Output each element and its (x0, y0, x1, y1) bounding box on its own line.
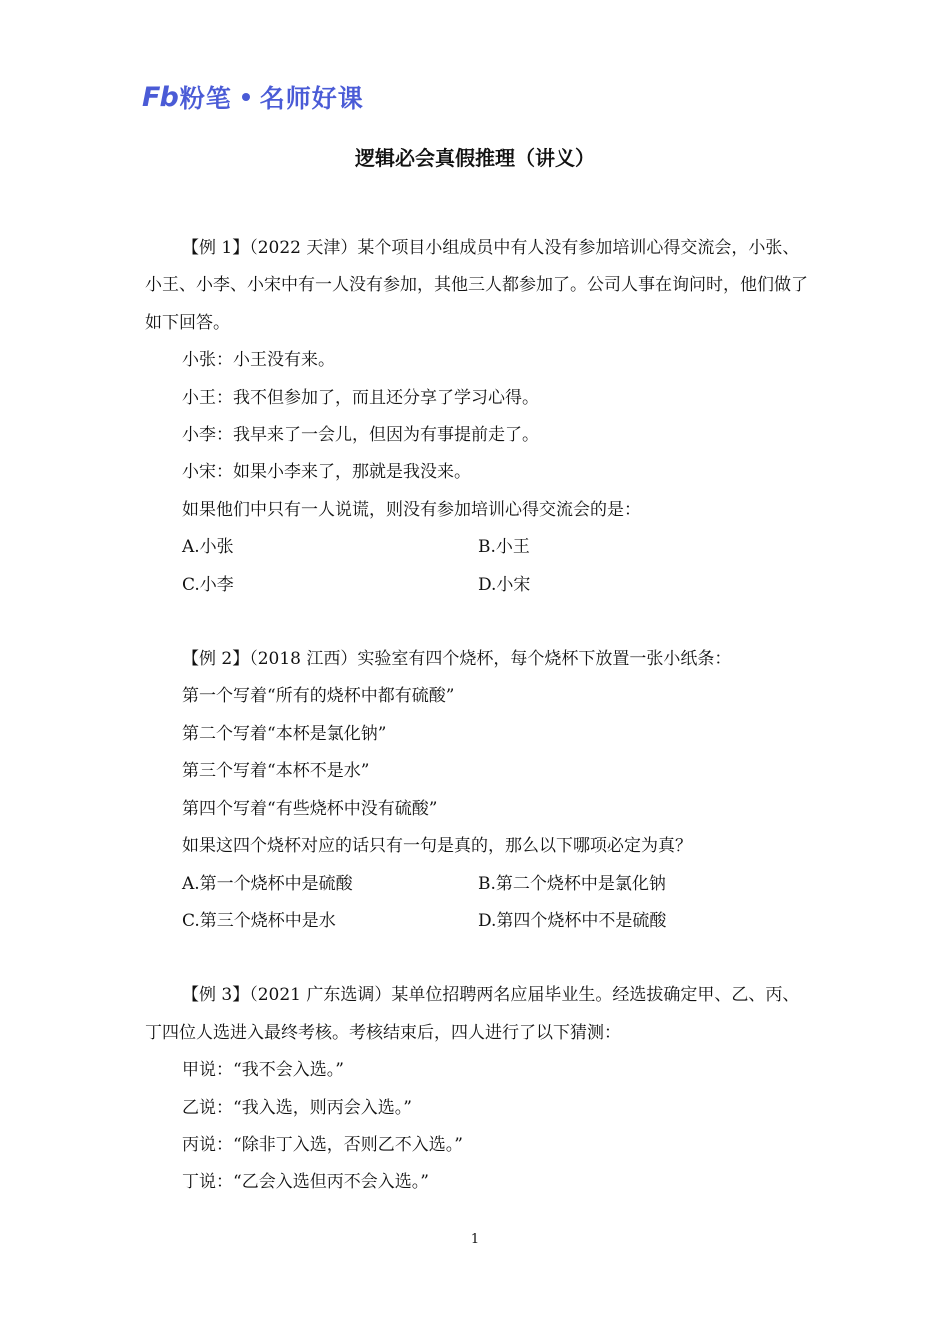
fenbi-logo (142, 80, 364, 114)
example-2-statement-3: 第三个写着“本杯不是水” (182, 761, 370, 782)
example-1-options-row-1 (145, 529, 815, 566)
example-1-options-row-2 (145, 567, 815, 604)
example-1-option-c: C.小李 (182, 574, 234, 595)
example-1-statement-1: 小张：小王没有来。 (182, 350, 335, 371)
bullet-dot-icon (242, 93, 250, 101)
example-2-statement-1: 第一个写着“所有的烧杯中都有硫酸” (182, 686, 455, 707)
example-1-statement-3: 小李：我早来了一会儿，但因为有事提前走了。 (182, 425, 539, 446)
example-3-statement-4: 丁说：“乙会入选但丙不会入选。” (182, 1172, 429, 1193)
example-1 (145, 230, 815, 604)
example-1-option-d: D.小宋 (478, 574, 531, 595)
brand-slogan: 名师好课 (259, 84, 364, 113)
example-2-option-d: D.第四个烧杯中不是硫酸 (478, 910, 667, 931)
example-2-options-row-2 (145, 903, 815, 940)
example-3-statement-2: 乙说：“我入选，则丙会入选。” (182, 1097, 412, 1118)
example-2 (145, 641, 815, 940)
example-2-prompt: 如果这四个烧杯对应的话只有一句是真的，那么以下哪项必定为真？ (182, 836, 692, 857)
section-gap (145, 940, 815, 977)
section-gap (145, 604, 815, 641)
document-title: 逻辑必会真假推理（讲义） (355, 146, 595, 170)
example-3-statement-3: 丙说：“除非丁入选，否则乙不入选。” (182, 1134, 463, 1155)
example-1-option-a: A.小张 (182, 537, 234, 558)
example-2-option-b: B.第二个烧杯中是氯化钠 (478, 873, 666, 894)
example-3-question: 【例 3】（2021 广东选调）某单位招聘两名应届毕业生。经选拔确定甲、乙、丙、丁四位人选进入最终考核。考核结束后，四人进行了以下猜测： (145, 985, 800, 1043)
example-2-question: 【例 2】（2018 江西）实验室有四个烧杯，每个烧杯下放置一张小纸条： (182, 649, 732, 670)
example-1-question: 【例 1】（2022 天津）某个项目小组成员中有人没有参加培训心得交流会，小张、小王、小李、小宋中有一人没有参加，其他三人都参加了。公司人事在询问时，他们做了如下回答。 (145, 238, 808, 333)
example-2-statement-2: 第二个写着“本杯是氯化钠” (182, 723, 387, 744)
example-2-option-c: C.第三个烧杯中是水 (182, 910, 336, 931)
example-2-options-row-1 (145, 866, 815, 903)
example-1-statement-2: 小王：我不但参加了，而且还分享了学习心得。 (182, 387, 539, 408)
example-1-statement-4: 小宋：如果小李来了，那就是我没来。 (182, 462, 471, 483)
example-1-prompt: 如果他们中只有一人说谎，则没有参加培训心得交流会的是： (182, 499, 641, 520)
example-3 (145, 977, 815, 1201)
example-2-statement-4: 第四个写着“有些烧杯中没有硫酸” (182, 798, 438, 819)
fenbi-logo-mark: Fb (142, 81, 178, 113)
example-2-option-a: A.第一个烧杯中是硫酸 (182, 873, 353, 894)
example-1-option-b: B.小王 (478, 537, 530, 558)
example-3-statement-1: 甲说：“我不会入选。” (182, 1060, 344, 1081)
document-body (145, 230, 815, 1202)
page-number: 1 (470, 1232, 480, 1247)
brand-name: 粉笔 (179, 84, 232, 113)
